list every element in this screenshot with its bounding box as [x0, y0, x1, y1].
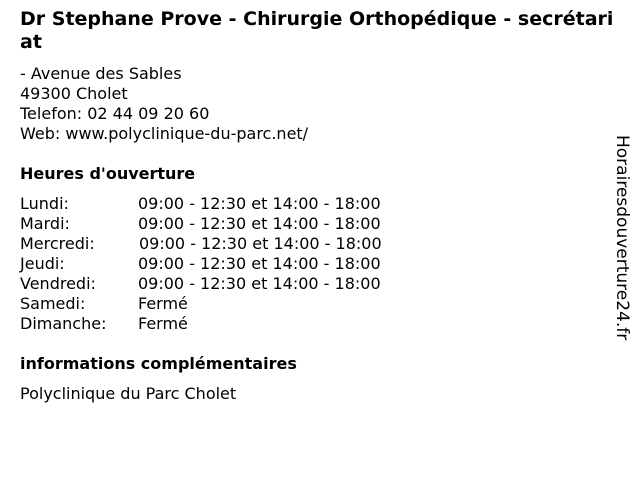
day-label: Vendredi: [20, 274, 96, 293]
page-title: Dr Stephane Prove - Chirurgie Orthopédique - secrétariat [20, 8, 614, 53]
day-label: Mercredi: [20, 234, 95, 253]
hours-value: 09:00 - 12:30 et 14:00 - 18:00 [138, 274, 381, 293]
day-label: Dimanche: [20, 314, 107, 333]
opening-hours-heading: Heures d'ouverture [20, 164, 196, 183]
hours-row-wednesday [20, 234, 382, 254]
street-address: - Avenue des Sables [20, 64, 182, 83]
additional-info-heading: informations complémentaires [20, 354, 297, 373]
day-label: Mardi: [20, 214, 70, 233]
hours-row-saturday [20, 294, 382, 314]
day-label: Lundi: [20, 194, 69, 213]
site-watermark: Horairesdouverture24.fr [612, 135, 632, 341]
phone-number: Telefon: 02 44 09 20 60 [20, 104, 210, 123]
hours-row-tuesday [20, 214, 382, 234]
city-postal-code: 49300 Cholet [20, 84, 128, 103]
additional-info-text: Polyclinique du Parc Cholet [20, 384, 237, 403]
opening-hours-table [20, 194, 382, 334]
hours-value: 09:00 - 12:30 et 14:00 - 18:00 [138, 254, 381, 273]
hours-row-sunday [20, 314, 382, 334]
day-label: Samedi: [20, 294, 86, 313]
hours-value: 09:00 - 12:30 et 14:00 - 18:00 [139, 234, 382, 253]
address-block [20, 64, 308, 144]
hours-row-thursday [20, 254, 382, 274]
day-label: Jeudi: [20, 254, 65, 273]
hours-value: 09:00 - 12:30 et 14:00 - 18:00 [138, 194, 381, 213]
hours-row-friday [20, 274, 382, 294]
hours-value: Fermé [138, 314, 188, 333]
hours-value: Fermé [138, 294, 188, 313]
hours-value: 09:00 - 12:30 et 14:00 - 18:00 [138, 214, 381, 233]
website-link: Web: www.polyclinique-du-parc.net/ [20, 124, 309, 143]
hours-row-monday [20, 194, 382, 214]
